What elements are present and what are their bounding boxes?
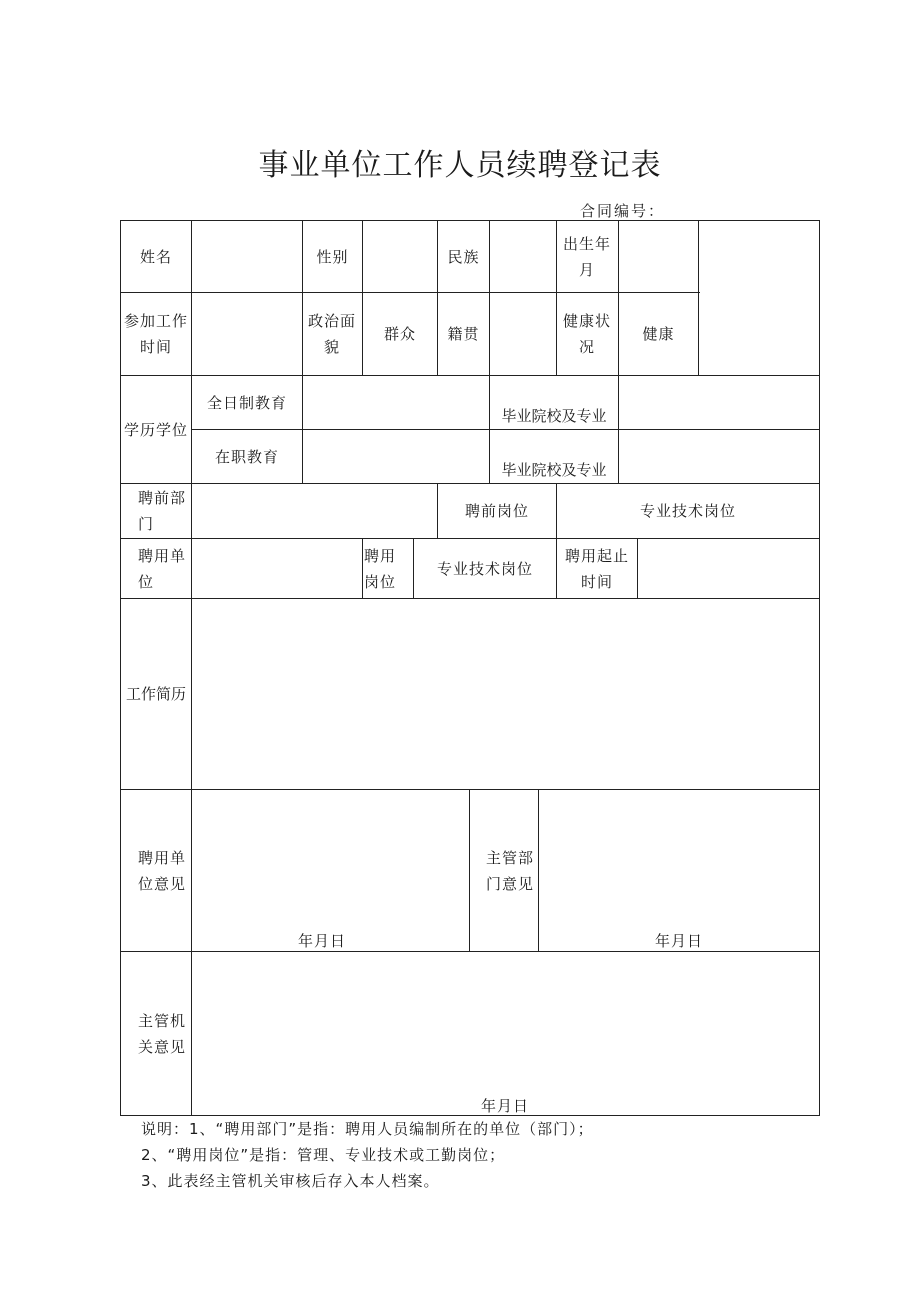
work-history-label: 工作简历 — [125, 685, 186, 703]
authority-opinion-label: 主管机关意见 — [138, 1011, 187, 1056]
authority-opinion-field[interactable] — [192, 952, 819, 1115]
parttime-school-major-label: 毕业院校及专业 — [501, 461, 607, 479]
employer-opinion-date: 年月日 — [298, 932, 347, 950]
native-place-label: 籍贯 — [447, 325, 480, 343]
employer-field[interactable] — [192, 539, 362, 598]
fulltime-school-major-label: 毕业院校及专业 — [501, 406, 607, 425]
table-line — [120, 1115, 820, 1116]
page-title: 事业单位工作人员续聘登记表 — [258, 148, 662, 183]
parttime-education-field[interactable] — [303, 430, 489, 483]
employ-period-field[interactable] — [638, 539, 819, 598]
prev-post-value[interactable]: 专业技术岗位 — [639, 502, 736, 520]
work-start-label: 参加工作时间 — [123, 312, 188, 356]
health-value[interactable]: 健康 — [642, 325, 675, 343]
employ-post-value[interactable]: 专业技术岗位 — [436, 559, 533, 578]
employ-post-label: 聘用岗位 — [364, 546, 397, 591]
gender-field[interactable] — [363, 221, 437, 292]
employer-opinion-field[interactable] — [192, 790, 469, 951]
dept-opinion-date: 年月日 — [655, 932, 704, 950]
table-line — [556, 220, 557, 375]
name-label: 姓名 — [139, 247, 172, 266]
dept-opinion-label: 主管部门意见 — [486, 848, 535, 893]
prev-post-label: 聘前岗位 — [464, 502, 529, 520]
note-line: 3、此表经主管机关审核后存入本人档案。 — [141, 1172, 440, 1190]
fulltime-education-field[interactable] — [303, 376, 489, 429]
employer-opinion-label: 聘用单位意见 — [138, 848, 187, 893]
work-start-field[interactable] — [192, 293, 302, 375]
authority-opinion-date: 年月日 — [481, 1097, 530, 1115]
native-place-field[interactable] — [490, 293, 556, 375]
prev-dept-field[interactable] — [192, 484, 437, 538]
political-label: 政治面貌 — [307, 312, 356, 356]
employ-period-label: 聘用起止时间 — [564, 546, 629, 591]
parttime-school-major-field[interactable] — [619, 430, 819, 483]
parttime-education-label: 在职教育 — [214, 447, 279, 466]
prev-dept-label: 聘前部门 — [138, 489, 187, 533]
table-line — [362, 538, 363, 598]
note-line: 说明：1、“聘用部门”是指：聘用人员编制所在的单位（部门）； — [141, 1120, 594, 1138]
contract-number-label: 合同编号： — [580, 202, 666, 220]
name-field[interactable] — [192, 221, 302, 292]
birth-date-field[interactable] — [619, 221, 698, 292]
political-value[interactable]: 群众 — [383, 325, 416, 343]
employer-label: 聘用单位 — [138, 546, 187, 591]
note-line: 2、“聘用岗位”是指：管理、专业技术或工勤岗位； — [141, 1146, 506, 1164]
dept-opinion-field[interactable] — [539, 790, 819, 951]
gender-label: 性别 — [316, 247, 349, 266]
fulltime-school-major-field[interactable] — [619, 376, 819, 429]
birth-date-label: 出生年月 — [562, 234, 611, 279]
table-line — [469, 789, 470, 951]
ethnicity-label: 民族 — [447, 247, 480, 266]
fulltime-education-label: 全日制教育 — [206, 393, 287, 412]
photo-box[interactable] — [699, 221, 819, 375]
health-label: 健康状况 — [562, 312, 611, 356]
table-line — [819, 220, 820, 1116]
education-label: 学历学位 — [123, 420, 188, 439]
work-history-field[interactable] — [192, 599, 819, 789]
ethnicity-field[interactable] — [490, 221, 556, 292]
